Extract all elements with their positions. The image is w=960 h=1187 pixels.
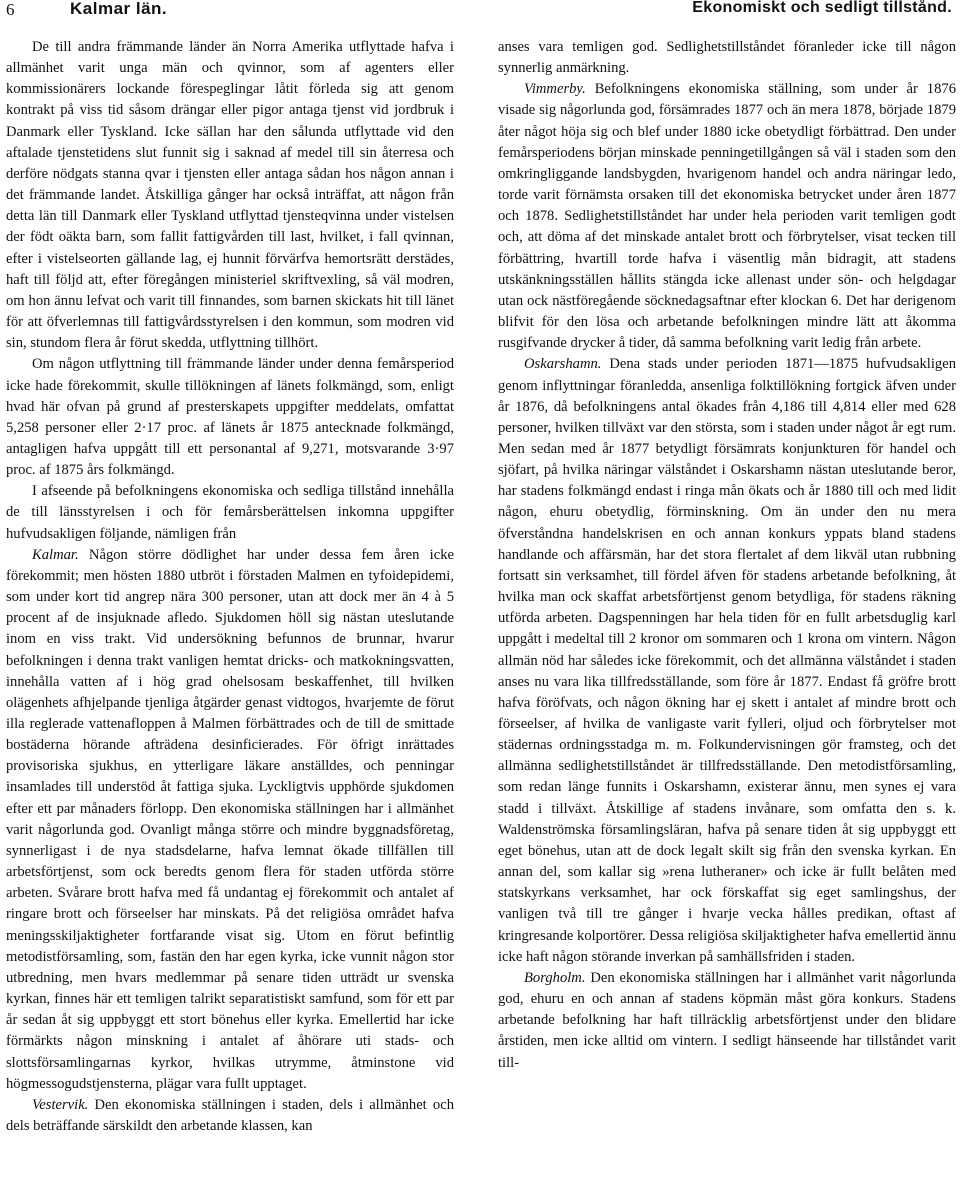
right-column xyxy=(498,37,956,1074)
left-column xyxy=(6,37,454,1137)
place-oskarshamn: Oskarshamn. xyxy=(524,356,602,373)
paragraph-emigration: De till andra främmande länder än Norra Amerika utflyttade hafva i allmänhet varit unga män och qvinnor, som af agenters eller kommissionärers lockande förespeglingar låtit förleda sig att genom kontrakt på viss tid såsom drängar eller pigor antaga tjenst vid jordbruk i Danmark eller Tyskland. Icke sällan har den sålunda utflyttade vid den aftalade tjenstetidens slut funnit sig i saknad af medel till sin återresa och derföre nödgats stanna qvar i tjensten eller antaga sådan hos någon annan i det främmande landet. Åtskilliga gånger har också inträffat, att någon från detta län till Danmark eller Tyskland utflyttad tjensteqvinna under vistelsen der födt oäkta barn, som fallit fattigvården till last, hvilket, i fall qvinnan, efter i vistelseorten gällande lag, ej hunnit förvärfva hemortsrätt derstädes, haft till följd att, efter föregången ministeriel skriftvexling, så väl modren, om hon ännu lefvat och varit till finnandes, som barnen skickats hit till länet för att öfverlemnas till fattigvårdsstyrelsen i den kommun, som modren vid sin, stundom flera år förut skedda, utflyttning tillhört. xyxy=(6,39,454,352)
place-borgholm: Borgholm. xyxy=(524,969,586,986)
vimmerby-text: Befolkningens ekonomiska ställning, som under år 1876 visade sig någorlunda god, försämrades 1877 och än mera 1878, började 1879 åter något höja sig och blef under 1880 icke obetydligt förbättrad. Den under femårsperiodens början minskade penningetillgången så väl i staden som den omkringliggande landsbygden, hvarigenom handel och andra näringar ledo, torde varit förnämsta orsaken till det ekonomiska betrycket under åren 1877 och 1878. Sedlighetstillståndet har under hela perioden varit temligen godt och, att döma af det minskade antalet brott och förbrytelser, visat tecken till förbättring, hvartill torde hafva i väsentlig mån bidragit, att stadens utskänkningsställen hållits stängda icke allenast under sön- och helgdagar utan ock nästföregående söcknedagsaftnar efter klockan 6. Det har derigenom blifvit för den lösa och arbetande befolkningen mindre lätt att åkomma rusgifvande drycker å tider, då samma befolkning varit ledig från arbete. xyxy=(498,81,956,352)
page-number: 6 xyxy=(6,0,15,19)
running-title-left: Kalmar län. xyxy=(70,0,168,18)
paragraph-vestervik-cont: anses vara temligen god. Sedlighetstillståndet föranleder icke till någon synnerlig anmärkning. xyxy=(498,39,956,77)
running-title-right: Ekonomiskt och sedligt tillstånd. xyxy=(692,0,952,16)
paragraph-intro: I afseende på befolkningens ekonomiska och sedliga tillstånd innehålla de till länsstyrelsen i och för femårsberättelsen inkomna uppgifter hufvudsakligen följande, nämligen från xyxy=(6,483,454,542)
paragraph-kalmar xyxy=(6,545,454,1095)
vestervik-text: Den ekonomiska ställningen i staden, dels i allmänhet och dels beträffande särskildt den arbetande klassen, kan xyxy=(6,1096,454,1134)
place-vestervik: Vestervik. xyxy=(32,1096,89,1113)
oskarshamn-text: Dena stads under perioden 1871—1875 hufvudsakligen genom inflyttningar föranledda, ansenliga folktillökning fortgick äfven under år 1876, då befolkningens antal ökades från 4,186 till 4,814 eller med 628 personer, hvilken tillväxt var den största, som i staden under något år egt rum. Men sedan med år 1877 betydligt försämrats konjunkturen för handel och sjöfart, på hvilka näringar välståndet i Oskarshamn nästan uteslutande beror, har stadens folkmängd endast i ringa mån ökats och år 1880 till och med lidit någon, ehuru obetydlig, förminskning. Om än under den nu mera öfverståndna handelskrisen en och annan konkurs yppats bland stadens handlande och affärsmän, har det stora flertalet af dem likväl utan rubbning fortsatt sin verksamhet, till fördel äfven för stadens arbetande befolkning, åt hvilka man ock skaffat arbetsförtjenst genom betydliga, för stadens räkning utförda arbeten. Dagspenningen har hela tiden för en fullt arbetsduglig karl uppgått i medeltal till 2 kronor om sommaren och 1 krona om vintern. Någon allmän nöd har således icke förekommit, och det allmänna välståndet i staden anses nu vara lika tillfredsställande, som före år 1877. Endast få gröfre brott hafva föröfvats, och någon ökning har ej skett i antalet af mindre brott och förseelser, af hvilka de vanligaste varit fylleri, oljud och förbrytelser mot städernas ordningsstadga m. m. Folkundervisningen gör framsteg, och det allmänna sedlighetstillståndet är tillfredsställande. Den metodistförsamling, som redan länge funnits i Oskarshamn, existerar ännu, men synes ej vara stadd i tillväxt. Åtskillige af stadens invånare, som omfatta den s. k. Waldenströmska församlingsläran, hafva på senare tiden åt sig uppbyggt ett eget bönehus, utan att de dock legalt skilt sig från den svenska kyrkan. En annan del, som kallar sig »rena lutheraner» och icke är fullt belåten med statskyrkans verksamhet, har ock förskaffat sig eget samlingshus, der vanligen två till tre gånger i hvarje vecka hålles predikan, oftast af kringresande kolportörer. Dessa religiösa skiljaktigheter hafva emellertid ännu icke haft någon störande inverkan på samhällsfriden i staden. xyxy=(498,356,956,965)
paragraph-population: Om någon utflyttning till främmande länder under denna femårsperiod icke hade förekommit, skulle tillökningen af länets folkmängd, som, enligt hvad här ofvan på grund af presterskapets uppgifter meddelats, omfattat 5,258 personer eller 2·17 proc. af länets år 1875 antecknade folkmängd, antagligen hafva uppgått till ett personantal af 9,271, motsvarande 3·97 proc. af 1875 års folkmängd. xyxy=(6,356,454,479)
paragraph-oskarshamn xyxy=(498,354,956,968)
paragraph-borgholm xyxy=(498,968,956,1074)
paragraph-vestervik xyxy=(6,1095,454,1137)
paragraph-vimmerby xyxy=(498,79,956,354)
running-header xyxy=(4,0,952,22)
place-kalmar: Kalmar. xyxy=(32,546,79,563)
place-vimmerby: Vimmerby. xyxy=(524,81,586,98)
kalmar-text: Någon större dödlighet har under dessa fem åren icke förekommit; men hösten 1880 utbröt i förstaden Malmen en tyfoidepidemi, som under kort tid angrep nära 300 personer, utan att dock mer än 4 à 5 procent af de insjuknade afledo. Sjukdomen höll sig nästan uteslutande inom en viss trakt. Vid undersökning befunnos de brunnar, hvarur befolkningen i denna trakt vanligen hemtat dricks- och matkokningsvatten, innehålla vatten af i hög grad ohelsosam beskaffenhet, till hvilken olägenhets afhjelpande tjenliga åtgärder genast vidtogos, hvarjemte de förut illa reglerade vattenafloppen å Malmen förbättrades och de till de smittade bostäderna hörande afträdena desinficierades. För öfrigt inrättades provisoriska sjukhus, en ytterligare läkare anställdes, och penningar insamlades till understöd åt fattiga sjuka. Lyckligtvis upphörde sjukdomen efter ett par månaders förlopp. Den ekonomiska ställningen har i allmänhet varit någorlunda god. Ovanligt många större och mindre byggnadsföretag, synnerligast i de nya stadsdelarne, hafva lemnat ökade tillfällen till arbetsförtjenst, som ock beredts genom flera för staden utförda större arbeten. Svårare brott hafva med få undantag ej förekommit och antalet af ringare brott och förseelser har minskats. På det religiösa området hafva meningsskiljaktigheter fortfarande visat sig. Utom en förut befintlig metodistförsamling, som, fastän den har egen kyrka, icke vunnit någon stor utbredning, men hvars medlemmar på senare tiden utträdt ur svenska kyrkan, finnes här ett temligen talrikt separatistiskt samfund, som för ett par år sedan åt sig uppbyggt ett stort bönehus eller kyrka. Emellertid har icke förmärkts någon minskning i antalet af åhörare uti stads- och slottsförsamlingarnas kyrkor, hvilkas utrymme, åtminstone vid högmessogudstjensterna, plägar vara fullt upptaget. xyxy=(6,546,454,1092)
borgholm-text: Den ekonomiska ställningen har i allmänhet varit någorlunda god, ehuru en och annan af stadens köpmän måst göra konkurs. Stadens arbetande befolkning har haft tillräcklig arbetsförtjenst under den blidare årstiden, men icke alltid om vintern. I sedligt hänseende har tillståndet varit till- xyxy=(498,969,956,1071)
